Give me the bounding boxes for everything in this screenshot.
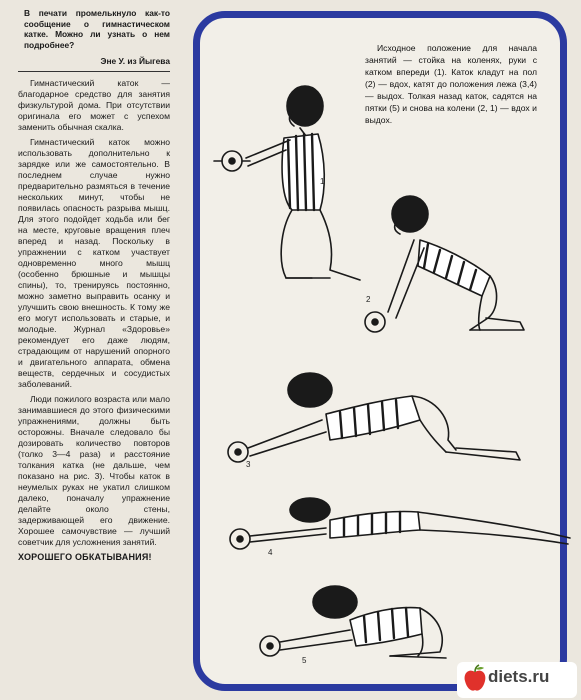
reader-question: В печати промелькнуло как-то сообщение о гимнастическом катке. Можно ли узнать о нем подробнее? (24, 8, 170, 50)
hair-1 (287, 86, 323, 126)
article-paragraph-3: Люди пожилого возраста или мало занимавшиеся до этого физическими упражнениями, должны быть осторожны. Вначале следовало бы дозировать количество повторов (толко 3—4 раза) и расстояние толкания катка (не дальше, чем показано на рис. 3). Чтобы каток в неумелых руках не укатил слишком далеко, поначалу упражнение делайте около стены, задерживающей его движение. Хорошее самочувствие — лучший советчик для усложнения занятий. (18, 394, 170, 547)
hair-4 (290, 498, 330, 522)
hair-3 (288, 373, 332, 407)
figure-number-2: 2 (366, 295, 371, 304)
article-paragraph-2: Гимнастический каток можно использовать дополнительно к зарядке или же самостоятельно. В последнем случае нужно предварительно размяться в течение нескольких минут, чтобы не появилась опасность разрыва мышц. Для этого подойдет ходьба или бег на месте, круговые вращения плеч вперед и назад. Поскольку в упражнении с катком участвует одновременно много мышц (особенно брюшные и мышцы спины), то, тренируясь постоянно, можно заметно выправить осанку и улучшить свою внешность. К тому же его могут использовать и старые, и молодые. Журнал «Здоровье» рекомендует его даже людям, страдающим от нарушений опорного и двигательного аппарата, обмена веществ, сердечных и сосудистых заболеваний. (18, 137, 170, 389)
hair-2 (392, 196, 428, 232)
hair-5 (313, 586, 357, 618)
figure-3-rolling-out (228, 373, 520, 462)
figure-2-kneeling-hands-down (365, 196, 524, 332)
reader-signature: Эне У. из Йыгева (100, 56, 170, 66)
figure-number-4: 4 (268, 548, 273, 557)
instructions-text: Исходное положение для начала занятий — стойка на коленях, руки с катком впереди (1). Каток кладут на пол (2) — вдох, катят до положения лежа (3,4) — выдох. Толкая назад каток, садятся на пятки (5) и снова на колени (2, 1) — вдох и выдох. (365, 43, 537, 125)
apple-icon (462, 664, 488, 694)
watermark-text: diets.ru (488, 667, 550, 686)
figure-5-sitting-on-heels (260, 586, 446, 658)
figure-4-fully-extended (230, 498, 570, 549)
figure-number-5: 5 (302, 656, 307, 665)
closing-line: ХОРОШЕГО ОБКАТЫВАНИЯ! (18, 552, 152, 562)
figure-number-3: 3 (246, 460, 251, 469)
figure-1-kneeling (214, 86, 360, 280)
article-paragraph-1: Гимнастический каток — благодарное средство для занятия физкультурой дома. При отсутствии оригинала его может с успехом заменить обычная скалка. (18, 78, 170, 132)
figure-number-1: 1 (320, 177, 325, 186)
